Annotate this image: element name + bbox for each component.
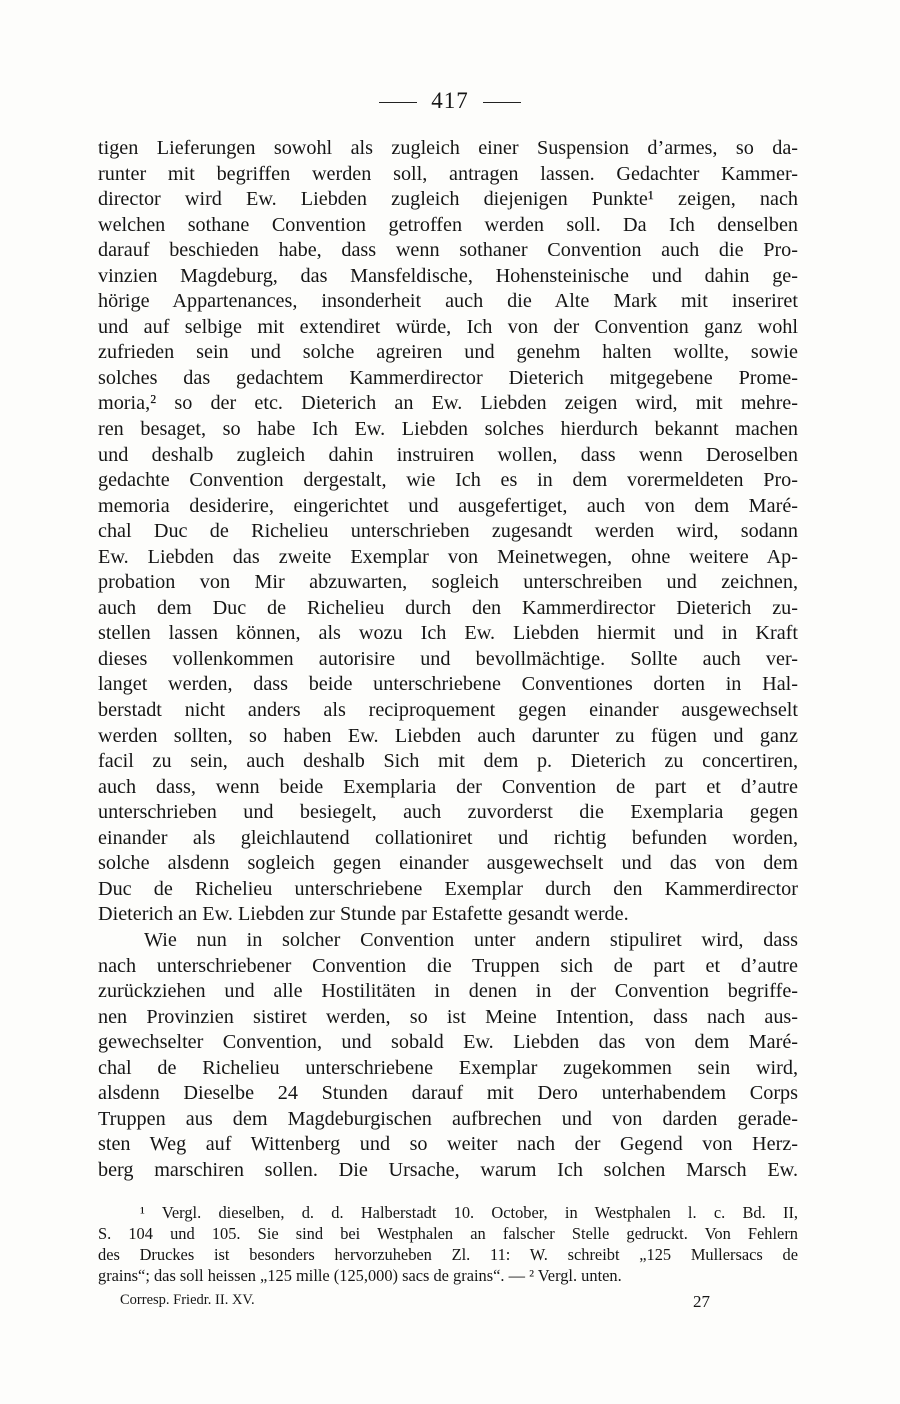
page-header bbox=[0, 88, 900, 114]
text-line: zufrieden sein und solche agreiren und genehm halten wollte, sowie bbox=[98, 341, 798, 364]
footnotes bbox=[98, 1202, 798, 1286]
text-line: nach unterschriebener Convention die Truppen sich de part et d’autre bbox=[98, 954, 798, 977]
text-line: berg marschiren sollen. Die Ursache, warum Ich solchen Marsch Ew. bbox=[98, 1158, 798, 1181]
text-line: unterschrieben und besiegelt, auch zuvorderst die Exemplaria gegen bbox=[98, 801, 798, 824]
text-line: Ew. Liebden das zweite Exemplar von Meinetwegen, ohne weitere Ap- bbox=[98, 545, 798, 568]
text-line: darauf beschieden habe, dass wenn sothaner Convention auch die Pro- bbox=[98, 239, 798, 262]
source-reference: Corresp. Friedr. II. XV. bbox=[120, 1292, 255, 1308]
text-line: moria,² so der etc. Dieterich an Ew. Liebden zeigen wird, mit mehre- bbox=[98, 392, 798, 415]
text-line: ren besaget, so habe Ich Ew. Liebden solches hierdurch bekannt machen bbox=[98, 418, 798, 441]
text-line: solches das gedachtem Kammerdirector Dieterich mitgegebene Prome- bbox=[98, 366, 798, 389]
text-line: nen Provinzien sistiret werden, so ist Meine Intention, dass nach aus- bbox=[98, 1005, 798, 1028]
text-line: probation von Mir abzuwarten, sogleich unterschreiben und zeichnen, bbox=[98, 571, 798, 594]
text-line: memoria desiderire, eingerichtet und ausgefertiget, auch von dem Maré- bbox=[98, 494, 798, 517]
text-line: Truppen aus dem Magdeburgischen aufbrechen und von darden gerade- bbox=[98, 1107, 798, 1130]
text-line: Duc de Richelieu unterschriebene Exemplar durch den Kammerdirector bbox=[98, 877, 798, 900]
footnote-line: des Druckes ist besonders hervorzuheben Zl. 11: W. schreibt „125 Mullersacs de bbox=[98, 1245, 798, 1264]
paragraph-start-line: Wie nun in solcher Convention unter andern stipuliret wird, dass bbox=[144, 928, 798, 951]
text-line: gewechselter Convention, und sobald Ew. Liebden das von dem Maré- bbox=[98, 1031, 798, 1054]
text-line: zurückziehen und alle Hostilitäten in denen in der Convention begriffe- bbox=[98, 980, 798, 1003]
signature-mark: 27 bbox=[693, 1292, 710, 1311]
text-line: dieses vollenkommen autorisire und bevollmächtige. Sollte auch ver- bbox=[98, 647, 798, 670]
text-line: auch dem Duc de Richelieu durch den Kammerdirector Dieterich zu- bbox=[98, 596, 798, 619]
text-line: auch dass, wenn beide Exemplaria der Convention de part et d’autre bbox=[98, 775, 798, 798]
text-line: einander als gleichlautend collationiret und richtig befunden worden, bbox=[98, 826, 798, 849]
text-line: langet werden, dass beide unterschriebene Conventiones dorten in Hal- bbox=[98, 673, 798, 696]
text-line: und deshalb zugleich dahin instruiren wollen, dass wenn Deroselben bbox=[98, 443, 798, 466]
text-line: vinzien Magdeburg, das Mansfeldische, Hohensteinische und dahin ge- bbox=[98, 264, 798, 287]
text-line: chal Duc de Richelieu unterschrieben zugesandt werden wird, sodann bbox=[98, 520, 798, 543]
text-line: und auf selbige mit extendiret würde, Ich von der Convention ganz wohl bbox=[98, 315, 798, 338]
text-line: tigen Lieferungen sowohl als zugleich einer Suspension d’armes, so da- bbox=[98, 137, 798, 159]
body-text bbox=[98, 136, 798, 1183]
page-number: 417 bbox=[431, 88, 469, 113]
text-line: sten Weg auf Wittenberg und so weiter nach der Gegend von Herz- bbox=[98, 1133, 798, 1156]
text-line: berstadt nicht anders als reciproquement gegen einander ausgewechselt bbox=[98, 699, 798, 722]
page-footer bbox=[120, 1292, 710, 1312]
text-line: hörige Appartenances, insonderheit auch die Alte Mark mit inseriret bbox=[98, 290, 798, 313]
text-line: werden sollten, so haben Ew. Liebden auch darunter zu fügen und ganz bbox=[98, 724, 798, 747]
paragraph-end-line: Dieterich an Ew. Liebden zur Stunde par Estafette gesandt werde. bbox=[98, 903, 629, 926]
header-rule-left bbox=[379, 102, 417, 103]
header-rule-right bbox=[483, 102, 521, 103]
text-line: welchen sothane Convention getroffen werden soll. Da Ich denselben bbox=[98, 213, 798, 236]
footnote-line: S. 104 und 105. Sie sind bei Westphalen an falscher Stelle gedruckt. Von Fehlern bbox=[98, 1224, 798, 1243]
footnote-line: grains“; das soll heissen „125 mille (125,000) sacs de grains“. — ² Vergl. unten. bbox=[98, 1266, 622, 1285]
text-line: chal de Richelieu unterschriebene Exemplar zugekommen sein wird, bbox=[98, 1056, 798, 1079]
text-line: solche alsdenn sogleich gegen einander ausgewechselt und das von dem bbox=[98, 852, 798, 875]
text-line: gedachte Convention dergestalt, wie Ich es in dem vorermeldeten Pro- bbox=[98, 469, 798, 492]
footnote-line: ¹ Vergl. dieselben, d. d. Halberstadt 10. October, in Westphalen l. c. Bd. II, bbox=[140, 1203, 798, 1222]
text-line: stellen lassen können, als wozu Ich Ew. Liebden hiermit und in Kraft bbox=[98, 622, 798, 645]
text-line: runter mit begriffen werden soll, antragen lassen. Gedachter Kammer- bbox=[98, 162, 798, 185]
text-line: director wird Ew. Liebden zugleich diejenigen Punkte¹ zeigen, nach bbox=[98, 188, 798, 211]
text-line: alsdenn Dieselbe 24 Stunden darauf mit Dero unterhabendem Corps bbox=[98, 1082, 798, 1105]
text-line: facil zu sein, auch deshalb Sich mit dem p. Dieterich zu concertiren, bbox=[98, 750, 798, 773]
